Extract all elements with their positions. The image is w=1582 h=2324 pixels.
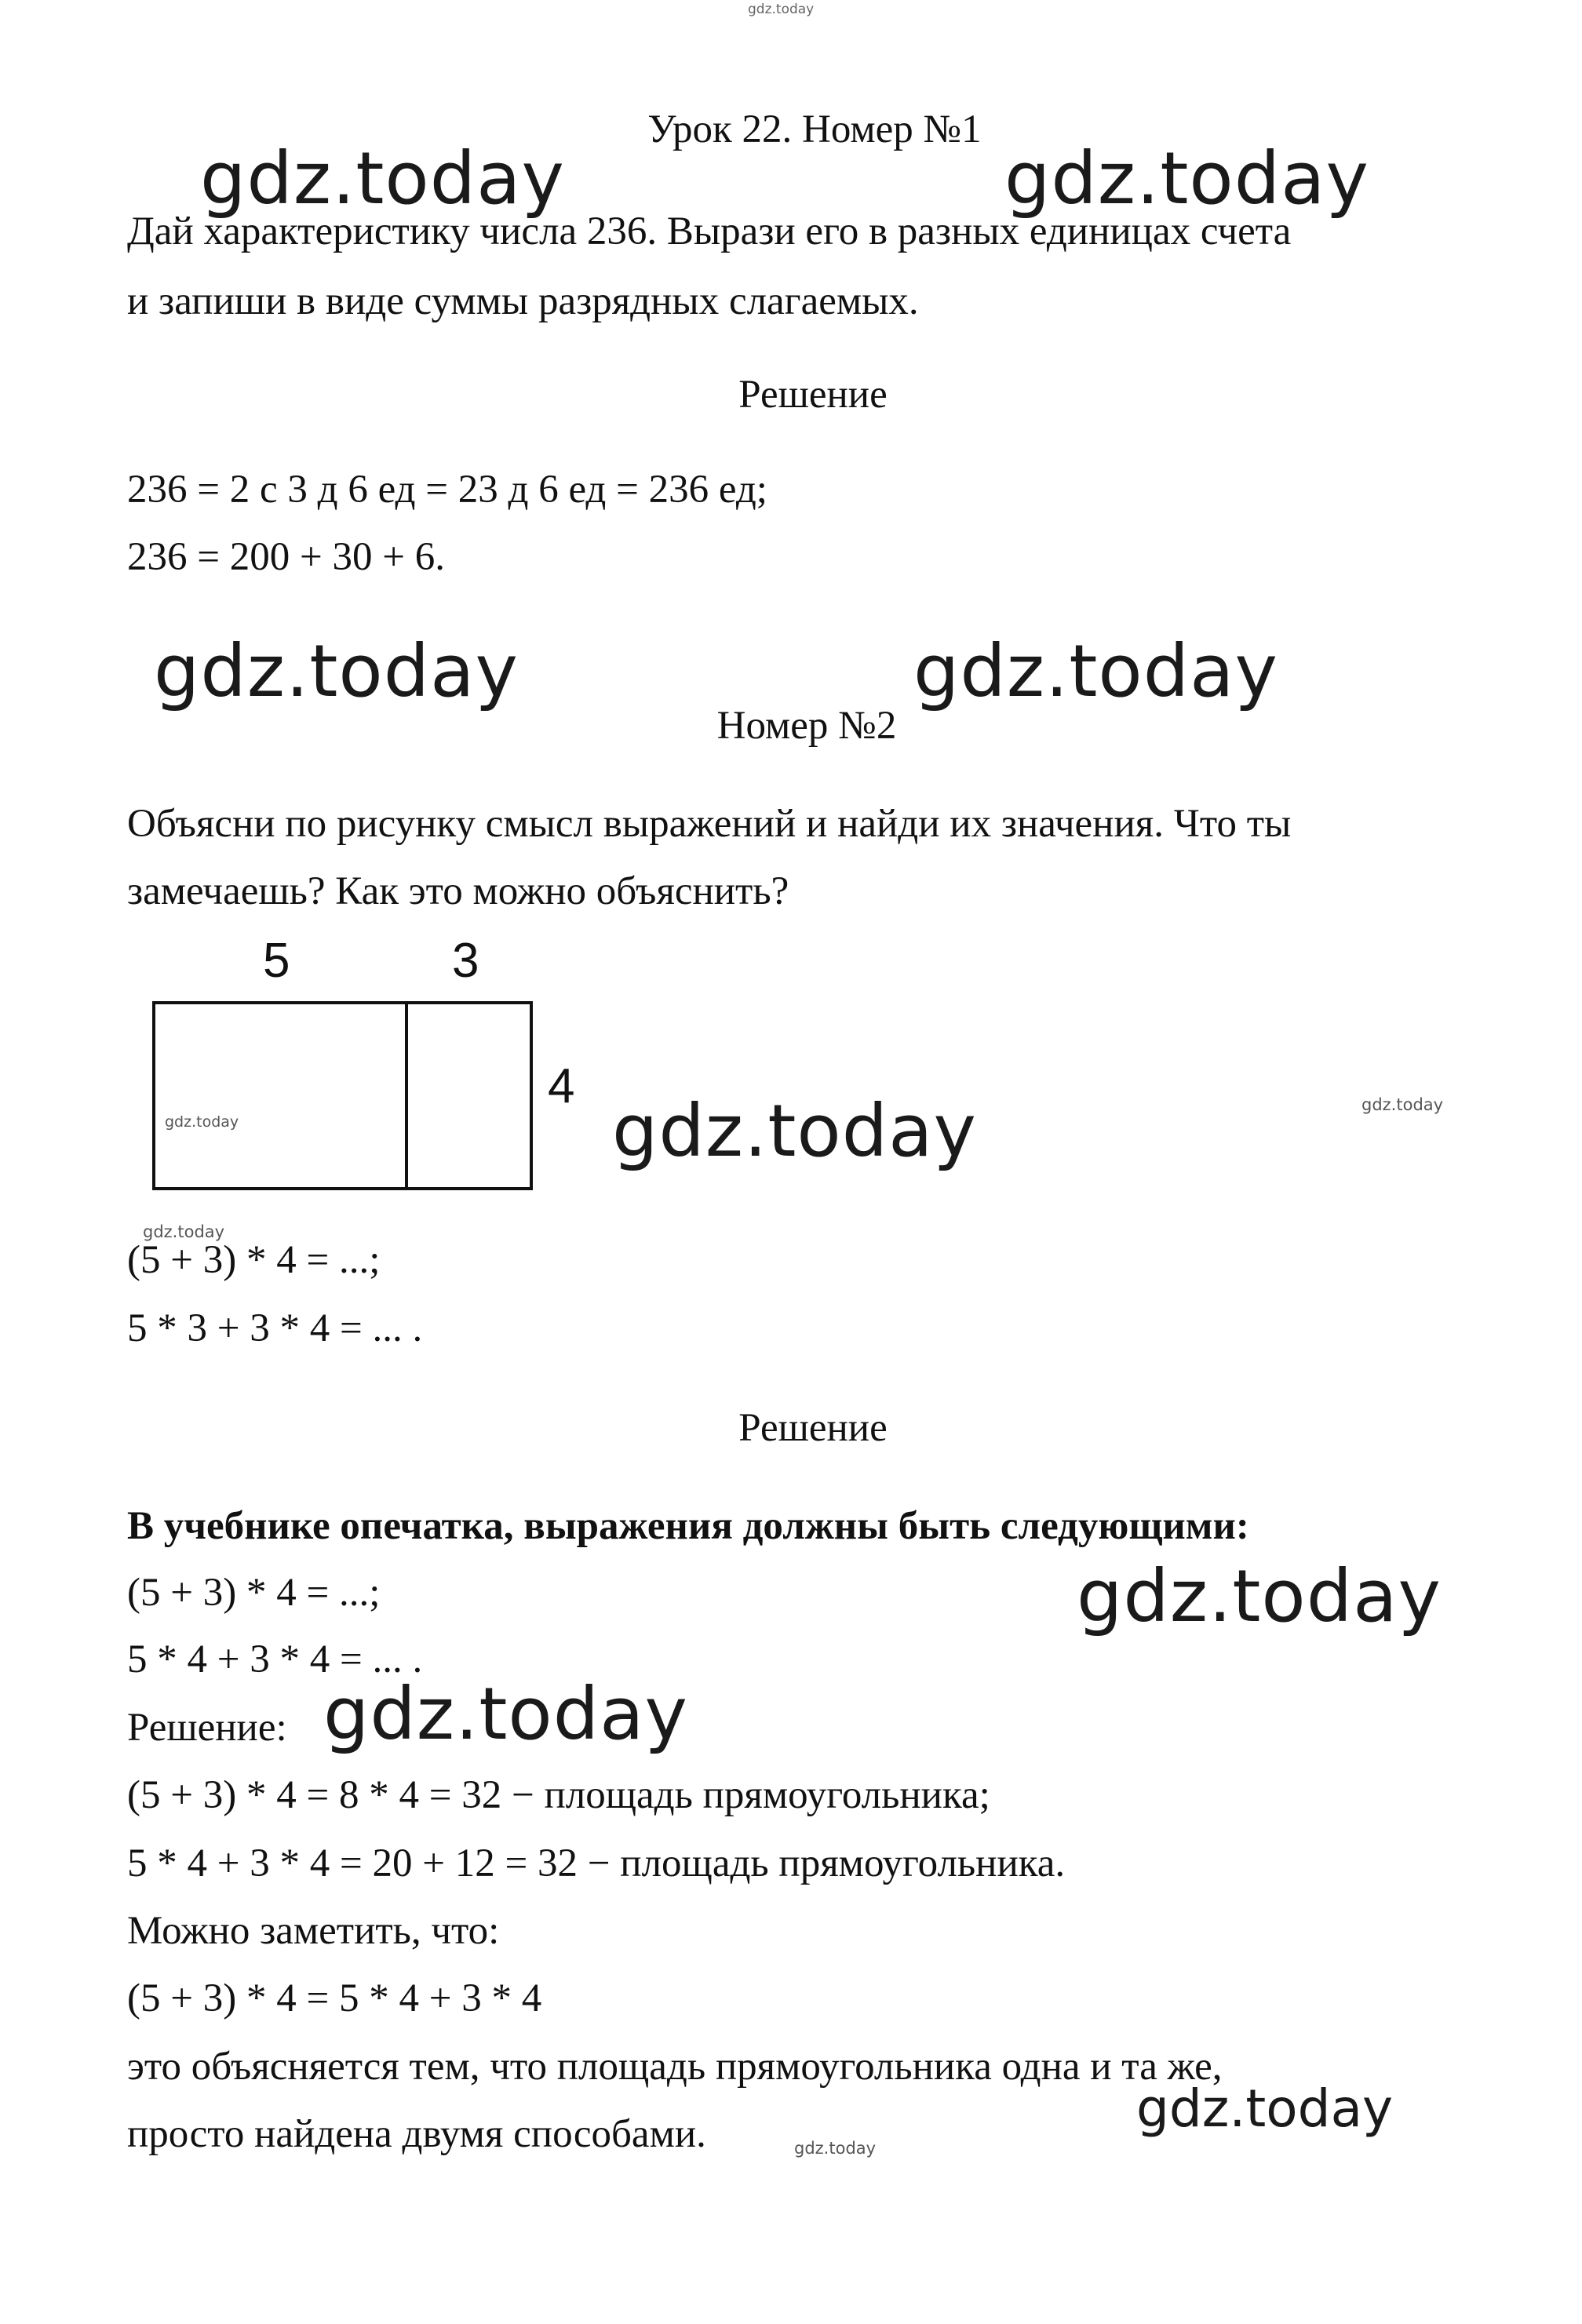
watermark: gdz.today (200, 137, 565, 220)
watermark-top-tiny: gdz.today (748, 2, 815, 17)
watermark: gdz.today (154, 629, 519, 713)
figure-label-width-right: 3 (452, 934, 479, 988)
solution-line1: (5 + 3) * 4 = 8 * 4 = 32 − площадь прямоугольника; (127, 1773, 990, 1817)
task2-solution-heading: Решение (738, 1406, 888, 1450)
outer-rectangle (154, 1003, 531, 1189)
solution-label: Решение: (127, 1706, 287, 1750)
watermark: gdz.today (1004, 137, 1369, 220)
solution-line2: 5 * 4 + 3 * 4 = 20 + 12 = 32 − площадь прямоугольника. (127, 1841, 1066, 1885)
figure-label-height: 4 (548, 1059, 575, 1113)
note-label: Можно заметить, что: (127, 1909, 500, 1953)
watermark-small: gdz.today (1361, 1095, 1444, 1114)
identity-expression: (5 + 3) * 4 = 5 * 4 + 3 * 4 (127, 1976, 542, 2020)
rectangle-drawing (133, 934, 604, 1232)
watermark: gdz.today (913, 629, 1278, 713)
typo-note: В учебнике опечатка, выражения должны быть следующими: (127, 1504, 1249, 1548)
task1-answer-line1: 236 = 2 с 3 д 6 ед = 23 д 6 ед = 236 ед; (127, 468, 767, 512)
task1-solution-heading: Решение (738, 373, 888, 417)
watermark-small: gdz.today (794, 2139, 877, 2158)
watermark: gdz.today (1077, 1554, 1442, 1638)
fixed-expr1: (5 + 3) * 4 = ...; (127, 1571, 381, 1615)
watermark-small: gdz.today (165, 1113, 239, 1131)
rectangle-figure (133, 934, 604, 1232)
watermark-small: gdz.today (143, 1222, 225, 1241)
explanation-line2: просто найдена двумя способами. (127, 2112, 706, 2156)
task2-title: Номер №2 (716, 704, 897, 748)
watermark: gdz.today (612, 1089, 977, 1173)
task1-question-line1: Дай характеристику числа 236. Вырази его в разных единицах счета (127, 209, 1292, 253)
watermark: gdz.today (1136, 2078, 1394, 2139)
explanation-line1: это объясняется тем, что площадь прямоугольника одна и та же, (127, 2045, 1223, 2089)
task2-question-line1: Объясни по рисунку смысл выражений и найди их значения. Что ты (127, 802, 1292, 846)
task2-expr1: (5 + 3) * 4 = ...; (127, 1238, 381, 1282)
watermark: gdz.today (323, 1672, 688, 1756)
task2-expr2: 5 * 3 + 3 * 4 = ... . (127, 1306, 423, 1350)
task1-question-line2: и запиши в виде суммы разрядных слагаемых. (127, 279, 919, 323)
task2-question-line2: замечаешь? Как это можно объяснить? (127, 869, 789, 913)
fixed-expr2: 5 * 4 + 3 * 4 = ... . (127, 1637, 423, 1681)
task1-answer-line2: 236 = 200 + 30 + 6. (127, 535, 446, 579)
figure-label-width-left: 5 (263, 934, 290, 988)
page-title: Урок 22. Номер №1 (647, 107, 982, 151)
